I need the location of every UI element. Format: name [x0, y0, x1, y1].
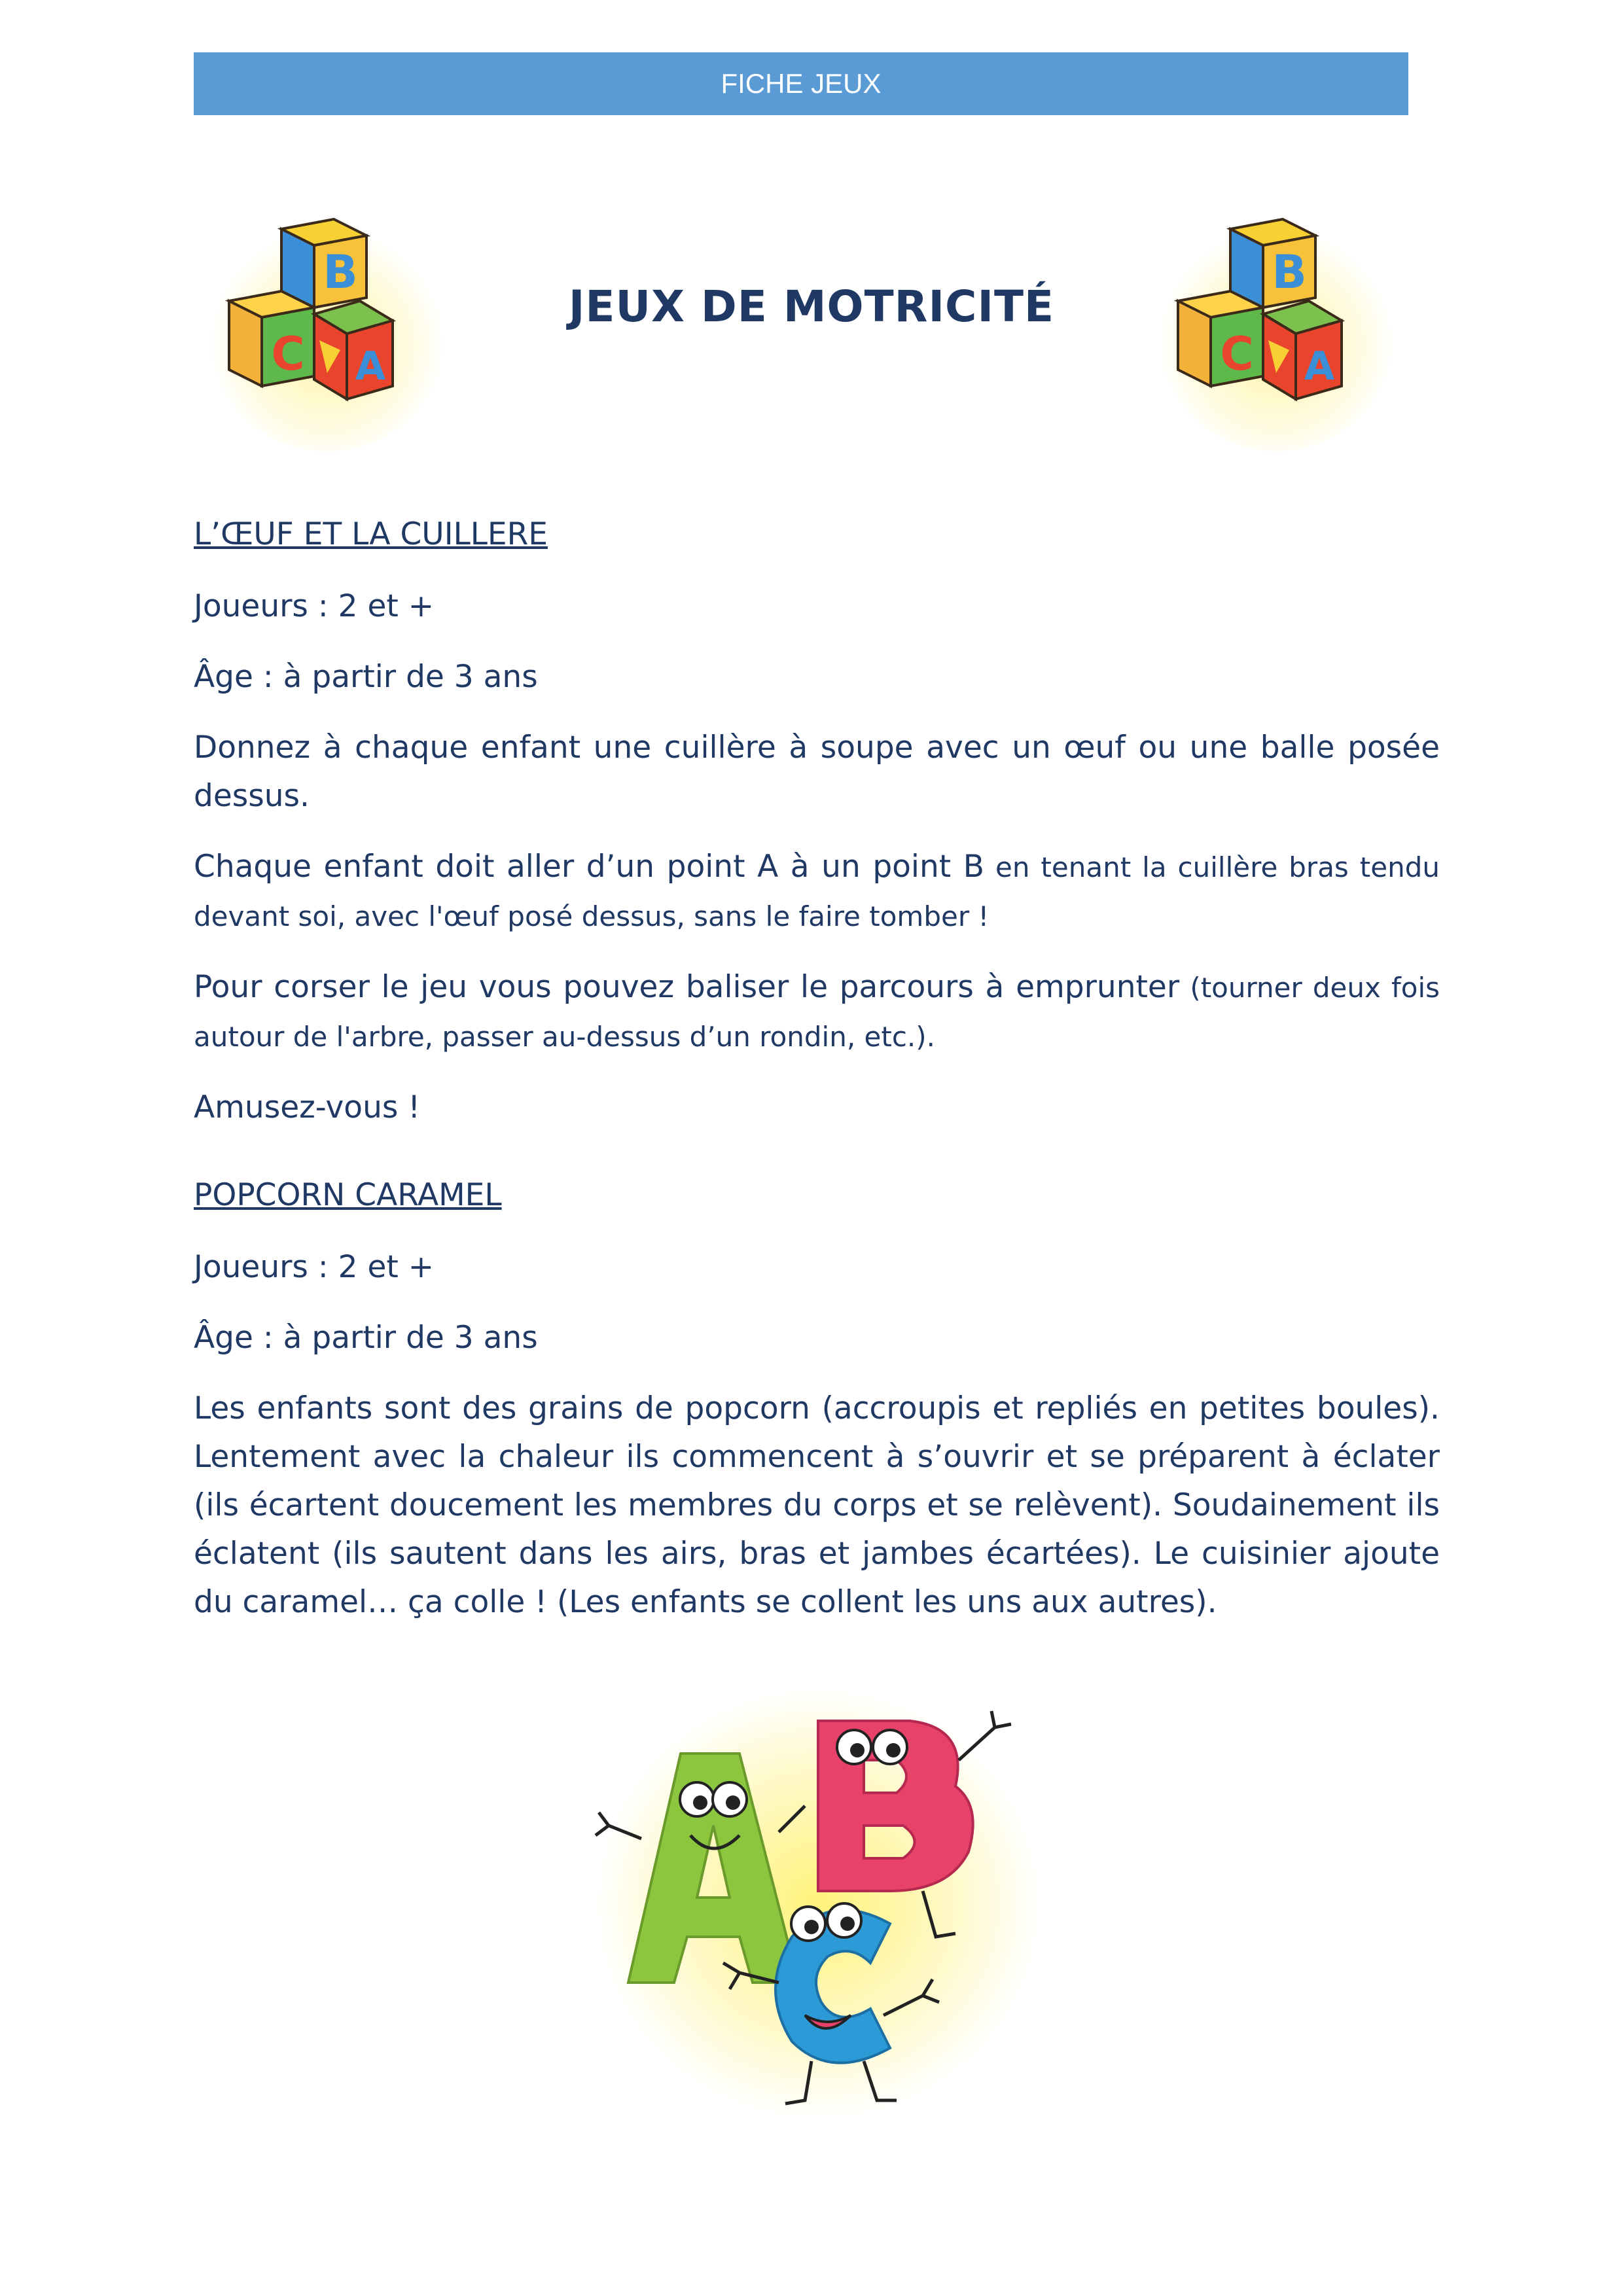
abc-blocks-icon [1152, 183, 1400, 458]
abc-mascots-icon [582, 1675, 1054, 2127]
page-title: JEUX DE MOTRICITÉ [568, 281, 1055, 332]
rule-text: Chaque enfant doit aller d’un point A à un point B [194, 849, 984, 885]
age-line: Âge : à partir de 3 ans [194, 1320, 538, 1356]
svg-text:B: B [1272, 245, 1307, 299]
players-line: Joueurs : 2 et + [194, 588, 435, 624]
game-title: L’ŒUF ET LA CUILLERE [194, 516, 548, 552]
closing-line: Amusez-vous ! [194, 1089, 421, 1125]
header-bar [194, 52, 1408, 115]
svg-text:C: C [271, 327, 305, 381]
rule-text-small: en tenant la cuillère bras tendu devant soi, avec l'œuf posé dessus, sans le faire tomber ! [194, 851, 1440, 932]
rule-paragraph: Les enfants sont des grains de popcorn (accroupis et repliés en petites boules). Lentement avec la chaleur ils commencent à s’ouvrir et se préparent à éclater (ils écartent doucement les membres du corps et se relèvent). Soudainement ils éclatent (ils sautent dans les airs, bras et jambes écartées). Le cuisinier ajoute du caramel… ça colle ! (Les enfants se collent les uns aux autres). [194, 1390, 1440, 1620]
age-line: Âge : à partir de 3 ans [194, 659, 538, 695]
rule-paragraph: Donnez à chaque enfant une cuillère à soupe avec un œuf ou une balle posée dessus. [194, 730, 1440, 814]
game-title: POPCORN CARAMEL [194, 1177, 502, 1213]
svg-text:A: A [1304, 344, 1335, 389]
rule-paragraph [194, 963, 1440, 1061]
game-popcorn-caramel [194, 1171, 1440, 1649]
rule-text: Pour corser le jeu vous pouvez baliser le parcours à emprunter [194, 969, 1180, 1005]
svg-text:C: C [1220, 327, 1254, 381]
game-oeuf-cuillere [194, 510, 1440, 1154]
players-line: Joueurs : 2 et + [194, 1249, 435, 1285]
rule-paragraph [194, 843, 1440, 941]
abc-blocks-icon [203, 183, 452, 458]
svg-text:A: A [355, 344, 386, 389]
header-label: FICHE JEUX [721, 68, 882, 99]
rule-text-small: (tourner deux fois autour de l'arbre, passer au-dessus d’un rondin, etc.). [194, 972, 1440, 1053]
svg-text:B: B [323, 245, 358, 299]
